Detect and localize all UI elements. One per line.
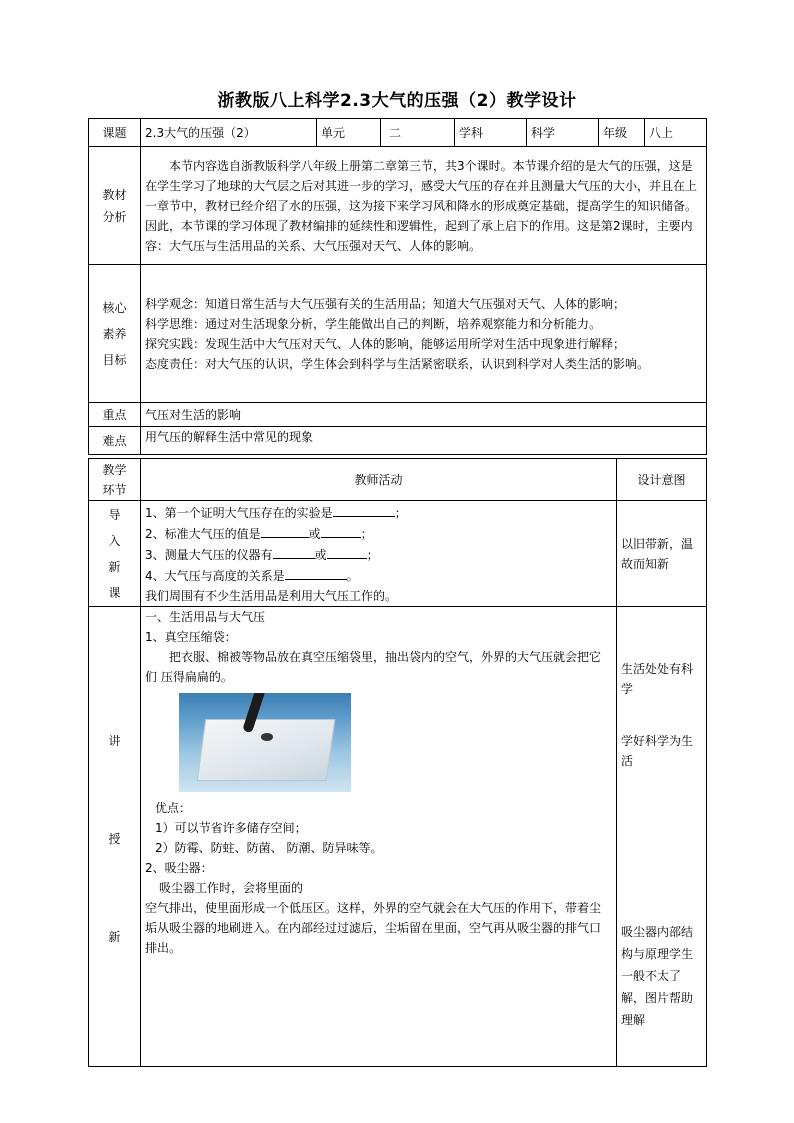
subheading: 1、真空压缩袋： [145, 630, 237, 644]
vacuum-valve-shape [261, 733, 273, 741]
analysis-label [89, 147, 141, 265]
stage-char: 入 [108, 533, 121, 548]
subject-value: 科学 [527, 119, 599, 147]
literacy-label-line: 素养 [102, 326, 127, 341]
analysis-text: 本节内容选自浙教版科学八年级上册第二章第三节，共3个课时。本节课介绍的是大气的压强，这是在学生学习了地球的大气层之后对其进一步的学习，感受大气压的存在并且测量大气压的大小，并且在上一章节中，教材已经介绍了水的压强，这为接下来学习风和降水的形成奠定基础，提高学生的知识储备。因此，本节课的学习体现了教材编排的延续性和逻辑性，起到了承上启下的作用。这是第2课时，主要内容：大气压与生活用品的关系、大气压强对天气、人体的影响。 [141, 147, 707, 265]
stage-char: 讲 [108, 734, 121, 748]
answer-blank [273, 544, 315, 559]
stage-char: 新 [108, 559, 121, 574]
intro-activities [141, 501, 617, 607]
question-text: 。 [346, 569, 359, 583]
literacy-label-line: 目标 [102, 352, 127, 367]
stage-char: 新 [108, 930, 121, 944]
intro-question [145, 523, 612, 544]
vacuum-bag-text: 把衣服、棉被等物品放在真空压缩袋里，抽出袋内的空气，外界的大气压就会把它们 压得扁扁的。 [145, 650, 602, 684]
literacy-item: 科学观念：知道日常生活与大气压强有关的生活用品；知道大气压强对天气、人体的影响； [145, 296, 626, 311]
answer-blank [333, 502, 395, 517]
topic-label: 课题 [89, 119, 141, 147]
analysis-label-text: 教材分析 [102, 187, 127, 224]
key-point-text: 气压对生活的影响 [141, 403, 707, 427]
intent-text: 生活处处有科学 [621, 662, 694, 696]
question-text: ； [366, 548, 379, 562]
unit-label: 单元 [317, 119, 381, 147]
key-point-label: 重点 [89, 403, 141, 427]
design-intent-header: 设计意图 [617, 459, 707, 501]
stage-header-line: 教学 [102, 462, 127, 477]
advantage-item: 1）可以节省许多储存空间； [155, 821, 307, 835]
process-table [88, 458, 707, 1067]
question-text: 3、测量大气压的仪器有 [145, 548, 273, 562]
question-text: 2、标准大气压的值是 [145, 527, 261, 541]
vacuum-bag-image [179, 693, 351, 792]
stage-char: 导 [108, 507, 121, 522]
intro-closing: 我们周围有不少生活用品是利用大气压工作的。 [145, 589, 398, 603]
difficulty-text: 用气压的解释生活中常见的现象 [141, 427, 707, 455]
answer-blank [321, 523, 361, 538]
subheading: 2、吸尘器： [145, 861, 213, 875]
intro-intent: 以旧带新，温故而知新 [617, 501, 707, 607]
question-text: 1、第一个证明大气压存在的实验是 [145, 506, 333, 520]
new-stage [89, 607, 141, 1067]
vacuum-cleaner-text: 空气排出，使里面形成一个低压区。这样，外界的空气就会在大气压的作用下，带着尘垢从吸尘器的地刷进入。在内部经过过滤后，尘垢留在里面，空气再从吸尘器的排气口排出。 [145, 901, 602, 955]
grade-value: 八上 [645, 119, 707, 147]
new-activities [141, 607, 617, 1067]
question-text: 4、大气压与高度的关系是 [145, 569, 285, 583]
intent-text: 学好科学为生活 [621, 734, 694, 768]
grade-label: 年级 [599, 119, 645, 147]
stage-char: 授 [108, 832, 121, 846]
stage-header [89, 459, 141, 501]
literacy-goals [141, 265, 707, 403]
intro-question [145, 565, 612, 586]
answer-blank [261, 523, 309, 538]
intro-stage [89, 501, 141, 607]
question-text: 或 [314, 548, 327, 562]
stage-header-line: 环节 [102, 482, 127, 497]
intro-question [145, 544, 612, 565]
intro-question [145, 502, 612, 523]
answer-blank [327, 544, 367, 559]
overview-table [88, 118, 707, 455]
literacy-item: 态度责任：对大气压的认识，学生体会到科学与生活紧密联系，认识到科学对人类生活的影响。 [145, 356, 650, 371]
difficulty-label: 难点 [89, 427, 141, 455]
topic-value: 2.3大气的压强（2） [141, 119, 317, 147]
intent-text: 吸尘器内部结构与原理学生一般不太了解，图片帮助理解 [621, 925, 694, 1027]
vacuum-cleaner-line: 吸尘器工作时，会将里面的 [159, 881, 304, 895]
advantages-label: 优点： [155, 801, 192, 815]
page-title: 浙教版八上科学2.3大气的压强（2）教学设计 [217, 91, 577, 111]
literacy-item: 科学思维：通过对生活现象分析，学生能做出自己的判断，培养观察能力和分析能力。 [145, 316, 602, 331]
literacy-item: 探究实践：发现生活中大气压对天气、人体的影响，能够运用所学对生活中现象进行解释； [145, 336, 626, 351]
question-text: ； [394, 506, 407, 520]
question-text: ； [360, 527, 373, 541]
literacy-label [89, 265, 141, 403]
section-heading: 一、生活用品与大气压 [145, 610, 266, 624]
literacy-label-line: 核心 [102, 300, 127, 315]
vacuum-bag-shape [197, 719, 336, 781]
stage-char: 课 [108, 585, 121, 600]
advantage-item: 2）防霉、防蛀、防菌、 防潮、防异味等。 [155, 841, 383, 855]
question-text: 或 [308, 527, 321, 541]
unit-value: 二 [381, 119, 455, 147]
subject-label: 学科 [455, 119, 527, 147]
teacher-activity-header: 教师活动 [141, 459, 617, 501]
answer-blank [285, 565, 347, 580]
new-intent [617, 607, 707, 1067]
